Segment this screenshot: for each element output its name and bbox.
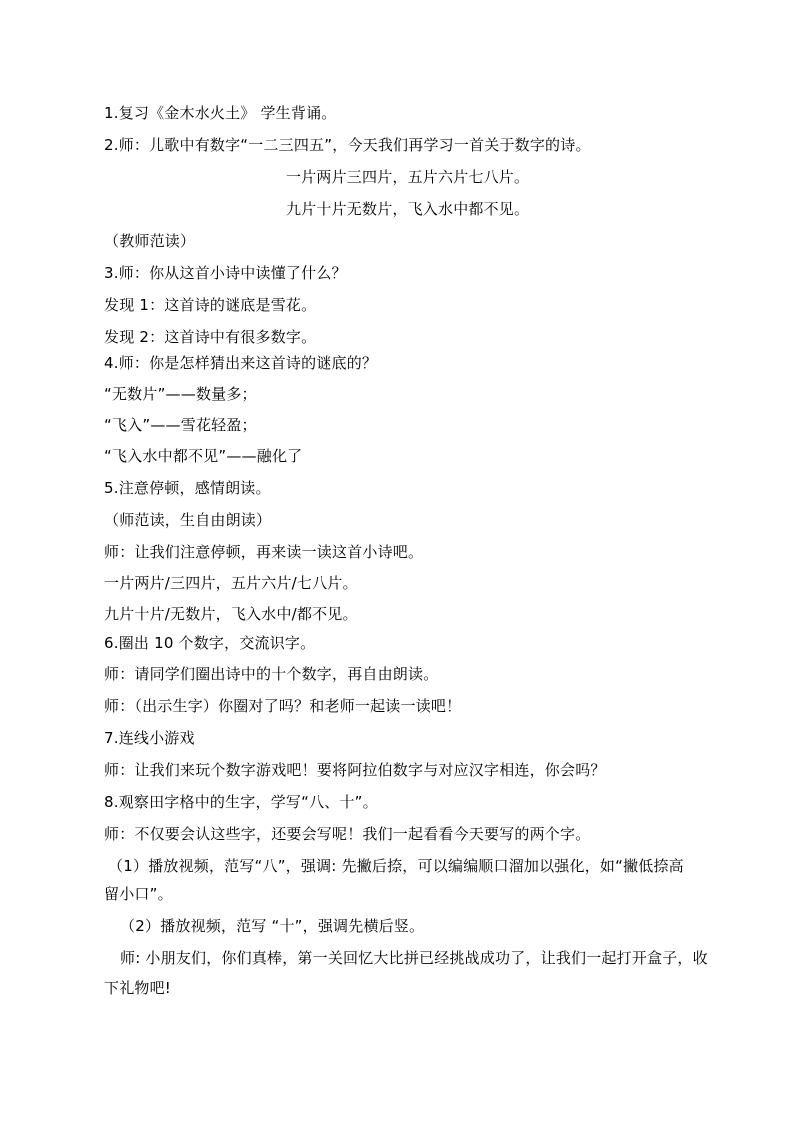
teacher-circle-instruction: 师：请同学们圈出诗中的十个数字，再自由朗读。 (104, 665, 439, 683)
discovery-1: 发现 1：这首诗的谜底是雪花。 (104, 296, 317, 314)
poem-pause-line-2: 九片十片/无数片，飞入水中/都不见。 (104, 605, 358, 623)
teacher-show-characters: 师：（出示生字）你圈对了吗？和老师一起读一读吧！ (104, 697, 462, 715)
teacher-reads-note: （教师范读） (104, 232, 196, 250)
teacher-closing-line-2: 下礼物吧! (104, 979, 172, 997)
teacher-instruction-pause: 师：让我们注意停顿，再来读一读这首小诗吧。 (104, 543, 424, 561)
teacher-closing-line-1: 师: 小朋友们，你们真棒，第一关回忆大比拼已经挑战成功了，让我们一起打开盒子，收 (120, 949, 708, 967)
clue-countless: “无数片”——数量多； (104, 385, 257, 403)
video-demo-shi: （2）播放视频，范写 “十”，强调先横后竖。 (120, 917, 425, 935)
step-2-teacher-intro: 2.师：儿歌中有数字“一二三四五”，今天我们再学习一首关于数字的诗。 (104, 136, 591, 154)
step-8-write-characters: 8.观察田字格中的生字，学写“八、十”。 (104, 793, 378, 811)
clue-fly-in: “飞入”——雪花轻盈； (104, 416, 257, 434)
step-1-review: 1.复习《金木水火土》 学生背诵。 (104, 104, 337, 122)
step-7-matching-game: 7.连线小游戏 (104, 729, 195, 747)
step-6-circle-numbers: 6.圈出 10 个数字，交流识字。 (104, 634, 316, 652)
teacher-student-reading-note: （师范读，生自由朗读） (104, 511, 272, 529)
discovery-2: 发现 2：这首诗中有很多数字。 (104, 328, 317, 346)
step-3-question: 3.师：你从这首小诗中读懂了什么？ (104, 264, 347, 282)
video-demo-ba-line-2: 留小口”。 (104, 885, 173, 903)
video-demo-ba-line-1: （1）播放视频，范写“八”，强调: 先撇后捺，可以编编顺口溜加以强化，如“撇低捺高 (108, 857, 684, 875)
poem-line-1: 一片两片三四片，五片六片七八片。 (286, 168, 530, 186)
teacher-game-instruction: 师：让我们来玩个数字游戏吧！要将阿拉伯数字与对应汉字相连，你会吗？ (104, 761, 606, 779)
teacher-writing-intro: 师：不仅要会认这些字，还要会写呢！我们一起看看今天要写的两个字。 (104, 825, 591, 843)
clue-disappear: “飞入水中都不见”——融化了 (104, 447, 303, 465)
poem-line-2: 九片十片无数片，飞入水中都不见。 (286, 200, 530, 218)
poem-pause-line-1: 一片两片/三四片，五片六片/七八片。 (104, 574, 358, 592)
step-5-pause-reading: 5.注意停顿，感情朗读。 (104, 479, 271, 497)
step-4-question: 4.师：你是怎样猜出来这首诗的谜底的？ (104, 354, 378, 372)
